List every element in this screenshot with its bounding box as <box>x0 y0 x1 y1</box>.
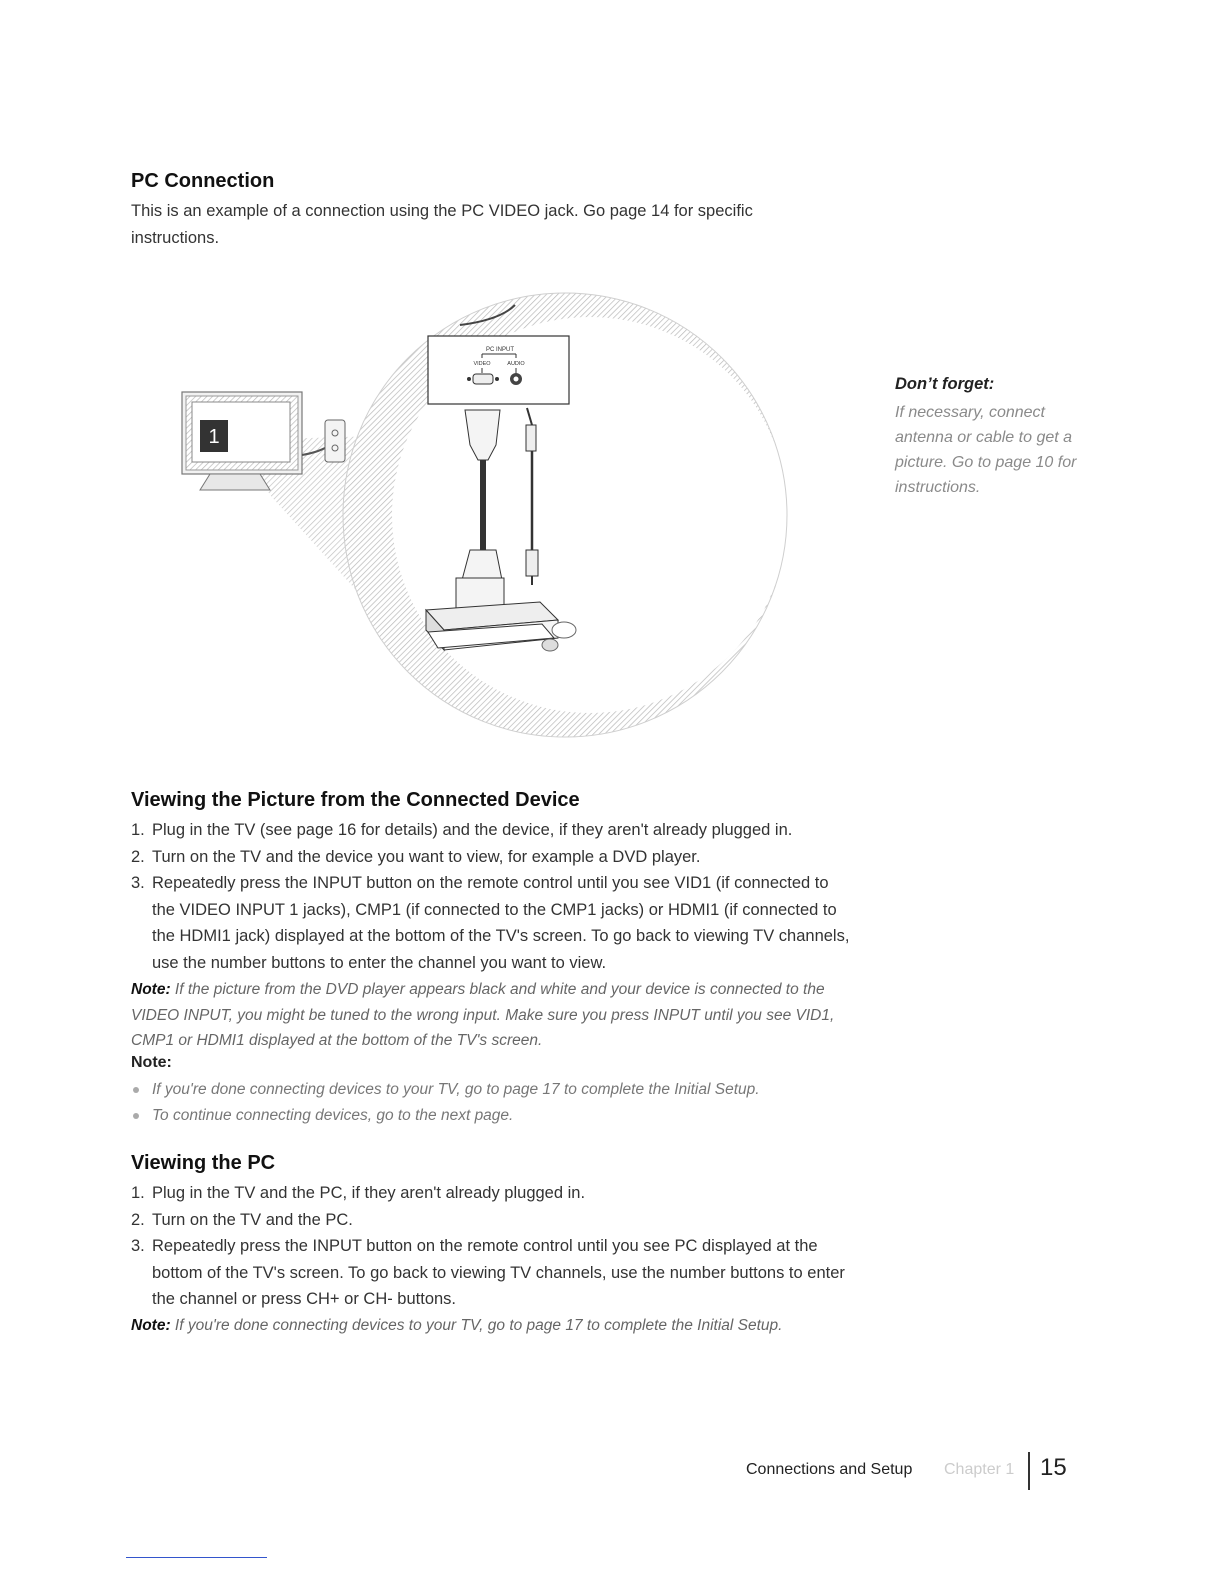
list-item: 1. Plug in the TV and the PC, if they aren't already plugged in. <box>131 1184 586 1202</box>
pc-input-panel <box>428 336 569 404</box>
viewing-pc-steps <box>131 1180 851 1313</box>
section-heading-viewing-device: Viewing the Picture from the Connected Device <box>131 789 580 811</box>
sidebar-title: Don’t forget: <box>895 375 995 393</box>
footer-section-label: Connections and Setup <box>746 1461 913 1478</box>
footer-divider <box>1028 1452 1030 1490</box>
sidebar-text: If necessary, connect antenna or cable to get a picture. Go to page 10 for instructions. <box>895 404 1077 496</box>
viewing-device-note: Note: If the picture from the DVD player appears black and white and your device is connected to the VIDEO INPUT, you might be tuned to the wrong input. Make sure you press INPUT until you see VID1, CMP1 or HDMI1 displayed at the bottom of the TV's screen. <box>131 981 835 1049</box>
section-heading-pc-connection: PC Connection <box>131 170 275 192</box>
note-bullets <box>131 1077 851 1128</box>
list-item: 1. Plug in the TV (see page 16 for details) and the device, if they aren't already plugged in. <box>131 821 793 839</box>
video-label: VIDEO <box>473 361 491 367</box>
intro-paragraph: This is an example of a connection using the PC VIDEO jack. Go page 14 for specific instructions. <box>131 202 753 247</box>
list-item: If you're done connecting devices to your TV, go to page 17 to complete the Initial Setup. <box>131 1077 851 1103</box>
connection-diagram <box>170 280 810 750</box>
page-number: 15 <box>1040 1454 1067 1481</box>
list-item: 3. Repeatedly press the INPUT button on the remote control until you see PC displayed at the bottom of the TV's screen. To go back to viewing TV channels, use the number buttons to enter the channel or press CH+ or CH- buttons. <box>131 1237 845 1308</box>
viewing-pc-note: Note: If you're done connecting devices to your TV, go to page 17 to complete the Initial Setup. <box>131 1317 783 1334</box>
audio-label: AUDIO <box>507 361 525 367</box>
list-item: To continue connecting devices, go to the next page. <box>131 1103 851 1129</box>
viewing-device-steps <box>131 817 851 976</box>
list-item: 2. Turn on the TV and the device you want to view, for example a DVD player. <box>131 847 701 866</box>
callout-number: 1 <box>208 426 220 448</box>
note-label: Note: <box>131 1054 172 1071</box>
bottom-rule <box>126 1557 267 1558</box>
list-item: 3. Repeatedly press the INPUT button on the remote control until you see VID1 (if connected to the VIDEO INPUT 1 jacks), CMP1 (if connected to the CMP1 jacks) or HDMI1 (if connected to the HDMI1 jack) displayed at the bottom of the TV's screen. To go back to viewing TV channels, use the number buttons to enter the channel you want to view. <box>131 874 850 972</box>
section-heading-viewing-pc: Viewing the PC <box>131 1152 276 1174</box>
list-item: 2. Turn on the TV and the PC. <box>131 1210 353 1229</box>
footer-chapter-label: Chapter 1 <box>944 1461 1015 1478</box>
pc-input-label: PC INPUT <box>485 347 515 353</box>
